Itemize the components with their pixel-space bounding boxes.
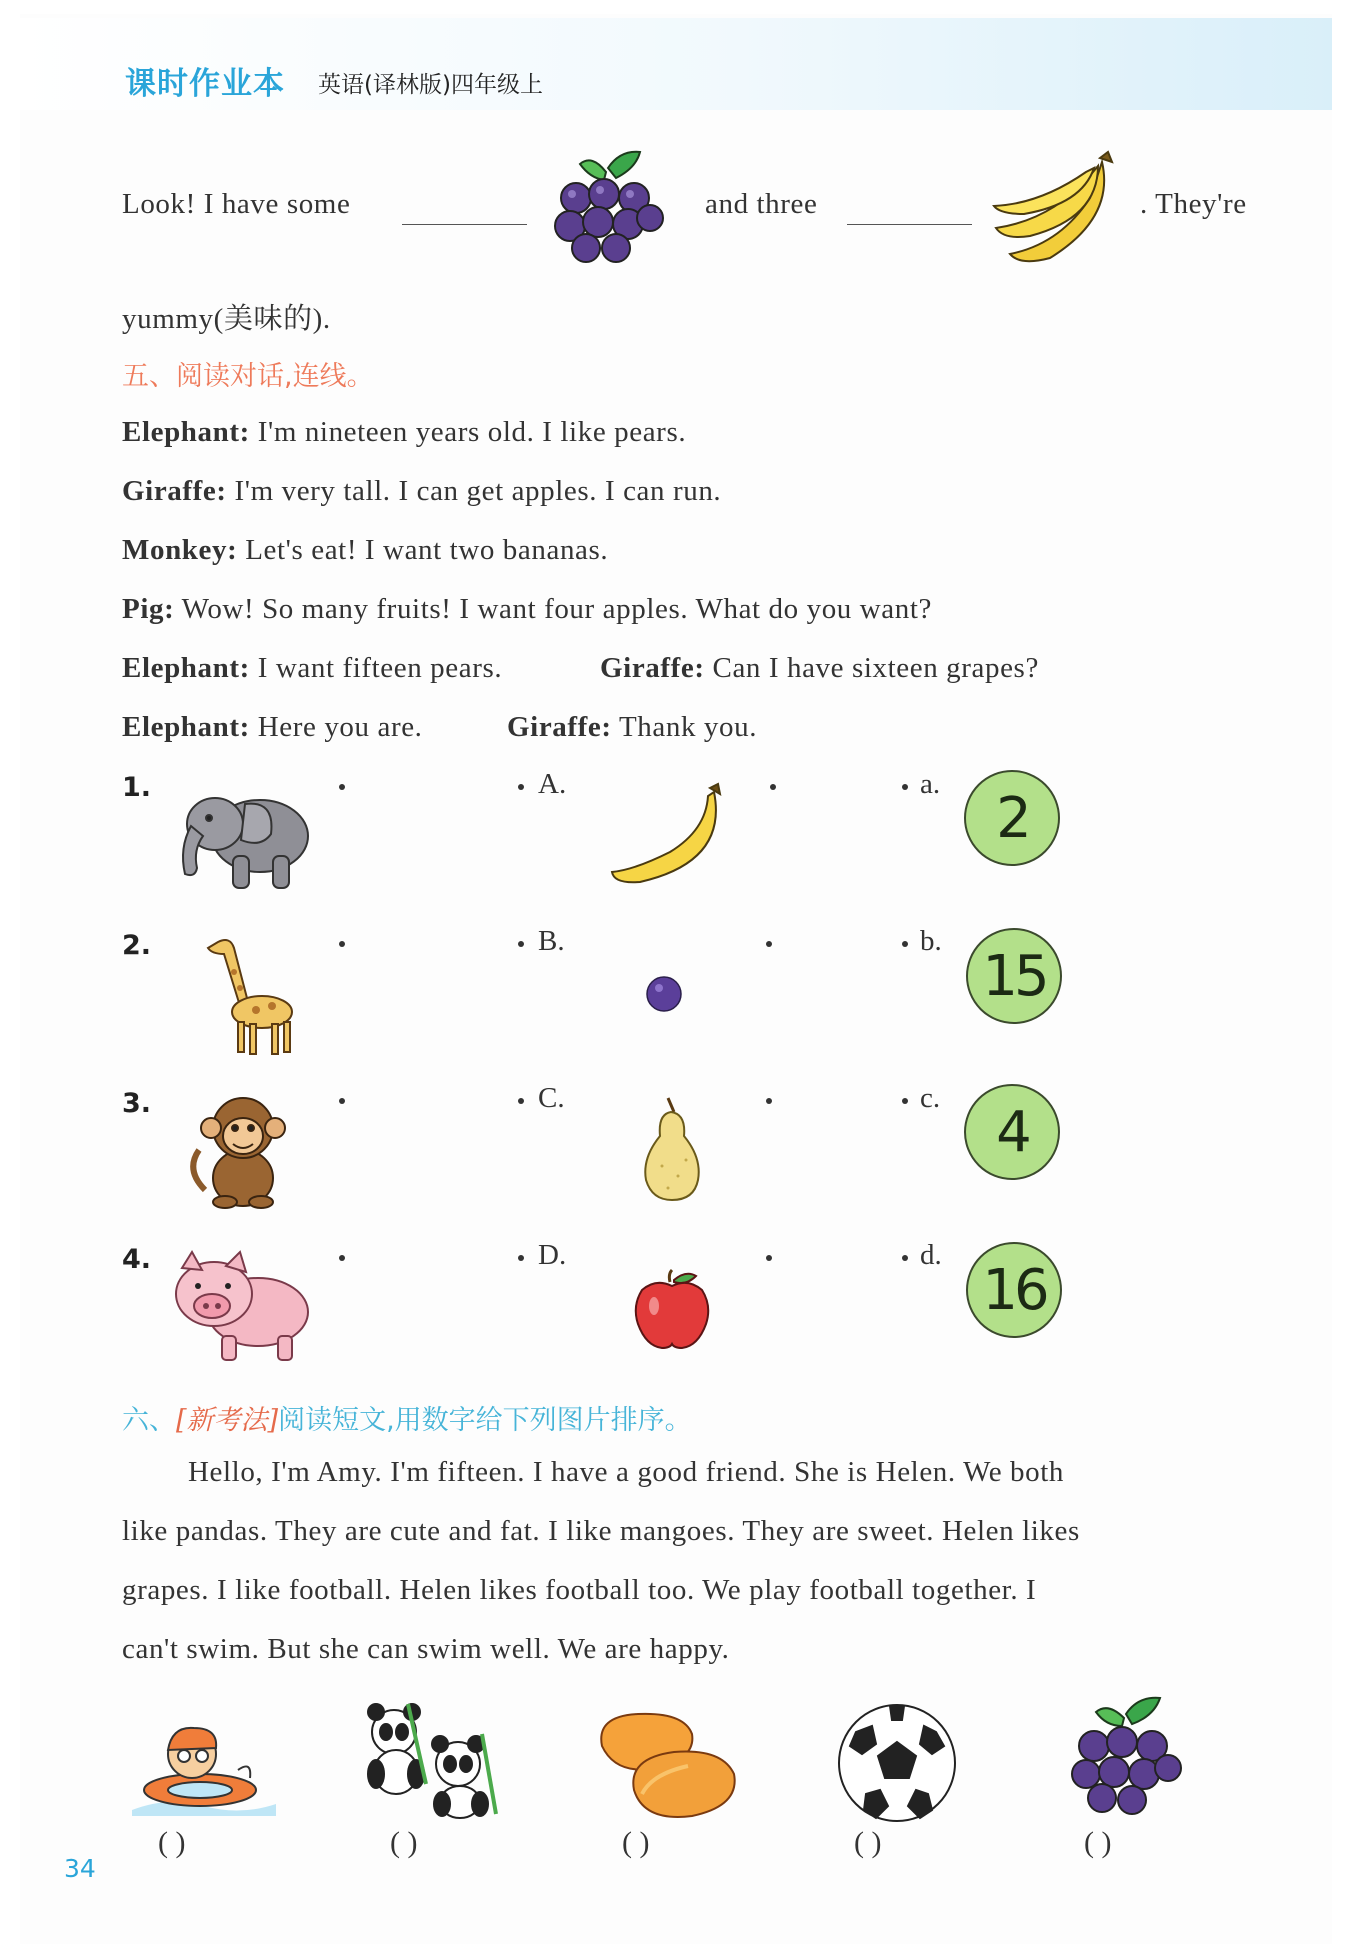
football-picture [836, 1702, 958, 1824]
dialogue-line-2 [122, 475, 721, 508]
match-dot-left[interactable] [339, 1255, 345, 1261]
elephant-icon [183, 798, 308, 888]
fruit-label: B. [538, 925, 565, 957]
pig-picture [168, 1250, 316, 1366]
section6-title-text: 阅读短文,用数字给下列图片排序。 [278, 1405, 692, 1436]
pandas-picture [362, 1694, 512, 1820]
monkey-picture [185, 1090, 295, 1212]
monkey-icon [193, 1098, 285, 1208]
dialogue-speaker: Elephant: [122, 652, 250, 684]
match-dot-right[interactable] [902, 784, 908, 790]
match-dot-right[interactable] [518, 941, 524, 947]
dialogue-speaker: Giraffe: [122, 475, 227, 507]
book-title: 课时作业本 [125, 66, 285, 102]
page-number: 34 [64, 1854, 96, 1883]
number-letter: b. [920, 925, 942, 957]
apple-icon [636, 1270, 709, 1348]
dialogue-text: Let's eat! I want two bananas. [245, 534, 609, 566]
giraffe-icon [208, 940, 292, 1054]
grapes-icon [1072, 1698, 1181, 1814]
mangoes-picture [592, 1710, 740, 1822]
match-dot-right[interactable] [518, 784, 524, 790]
order-answer-box[interactable]: ( ) [1084, 1826, 1112, 1859]
row-number: 3. [122, 1088, 152, 1119]
match-dot-right[interactable] [518, 1098, 524, 1104]
dialogue-speaker: Giraffe: [600, 652, 705, 684]
dialogue-line-6 [122, 711, 423, 744]
grapes-icon [555, 152, 663, 262]
row-number: 2. [122, 930, 152, 961]
passage-line-2: like pandas. They are cute and fat. I like mangoes. They are sweet. Helen likes [122, 1515, 1080, 1547]
football-icon [839, 1705, 955, 1821]
answer-blank-1[interactable] [402, 224, 527, 225]
passage-line-3: grapes. I like football. Helen likes football too. We play football together. I [122, 1574, 1037, 1606]
dialogue-line-4 [122, 593, 932, 626]
match-dot-right[interactable] [902, 1098, 908, 1104]
match-dot-left[interactable] [766, 1098, 772, 1104]
number-letter: c. [920, 1082, 941, 1114]
match-dot-left[interactable] [339, 784, 345, 790]
dialogue-line-3 [122, 534, 608, 567]
order-answer-box[interactable]: ( ) [622, 1826, 650, 1859]
fruit-label: D. [538, 1239, 567, 1271]
dialogue-speaker: Elephant: [122, 711, 250, 743]
match-dot-right[interactable] [902, 941, 908, 947]
fruit-label: A. [538, 768, 567, 800]
banana-bunch-icon [994, 152, 1112, 261]
number-circle: 4 [964, 1084, 1060, 1180]
fill-sentence-part4: yummy(美味的). [122, 303, 331, 335]
pig-icon [176, 1252, 308, 1360]
dialogue-text: I'm nineteen years old. I like pears. [257, 416, 687, 448]
swimming-picture [128, 1720, 280, 1818]
new-question-type-tag: [新考法] [176, 1405, 279, 1436]
number-circle: 16 [966, 1242, 1062, 1338]
banana-icon [612, 784, 720, 882]
dialogue-speaker: Monkey: [122, 534, 238, 566]
bananas-picture [990, 148, 1125, 266]
banana-picture [610, 782, 734, 886]
dialogue-text: Here you are. [257, 711, 423, 743]
dialogue-line-1 [122, 416, 686, 449]
book-subtitle: 英语(译林版)四年级上 [318, 72, 543, 98]
order-answer-box[interactable]: ( ) [854, 1826, 882, 1859]
match-dot-left[interactable] [766, 1255, 772, 1261]
giraffe-picture [200, 932, 306, 1056]
answer-blank-2[interactable] [847, 224, 972, 225]
fill-sentence-part1: Look! I have some [122, 188, 351, 220]
passage-line-4: can't swim. But she can swim well. We are happy. [122, 1633, 730, 1665]
match-dot-right[interactable] [518, 1255, 524, 1261]
grapes-bunch-picture [1068, 1694, 1184, 1818]
section6-title [122, 1398, 692, 1437]
dialogue-text: I want fifteen pears. [257, 652, 503, 684]
order-answer-box[interactable]: ( ) [158, 1826, 186, 1859]
panda-icon [368, 1704, 496, 1818]
dialogue-line-6b [507, 711, 757, 744]
match-dot-left[interactable] [766, 941, 772, 947]
grape-picture [644, 974, 684, 1014]
pear-picture [638, 1096, 704, 1204]
grapes-picture [550, 148, 668, 268]
number-letter: a. [920, 768, 941, 800]
dialogue-speaker: Elephant: [122, 416, 250, 448]
number-circle: 15 [966, 928, 1062, 1024]
section6-prefix: 六、 [122, 1405, 176, 1436]
grape-icon [647, 977, 681, 1011]
mango-icon [601, 1714, 734, 1817]
dialogue-line-5b [600, 652, 1039, 685]
dialogue-text: Can I have sixteen grapes? [712, 652, 1039, 684]
dialogue-speaker: Giraffe: [507, 711, 612, 743]
fill-sentence-part3: . They're [1140, 188, 1247, 220]
order-answer-box[interactable]: ( ) [390, 1826, 418, 1859]
dialogue-text: Wow! So many fruits! I want four apples. What do you want? [181, 593, 932, 625]
section5-title: 五、阅读对话,连线。 [122, 361, 374, 392]
dialogue-text: Thank you. [618, 711, 758, 743]
swimmer-icon [132, 1728, 276, 1816]
dialogue-speaker: Pig: [122, 593, 175, 625]
fruit-label: C. [538, 1082, 565, 1114]
row-number: 1. [122, 772, 152, 803]
row-number: 4. [122, 1244, 152, 1275]
fill-sentence-part2: and three [705, 188, 818, 220]
match-dot-left[interactable] [339, 941, 345, 947]
match-dot-left[interactable] [339, 1098, 345, 1104]
pear-icon [645, 1098, 698, 1200]
number-letter: d. [920, 1239, 942, 1271]
elephant-picture [175, 778, 315, 896]
passage-line-1: Hello, I'm Amy. I'm fifteen. I have a good friend. She is Helen. We both [188, 1456, 1065, 1488]
match-dot-right[interactable] [902, 1255, 908, 1261]
apple-picture [632, 1268, 712, 1350]
number-circle: 2 [964, 770, 1060, 866]
match-dot-left[interactable] [770, 784, 776, 790]
dialogue-line-5 [122, 652, 502, 685]
dialogue-text: I'm very tall. I can get apples. I can run. [234, 475, 722, 507]
